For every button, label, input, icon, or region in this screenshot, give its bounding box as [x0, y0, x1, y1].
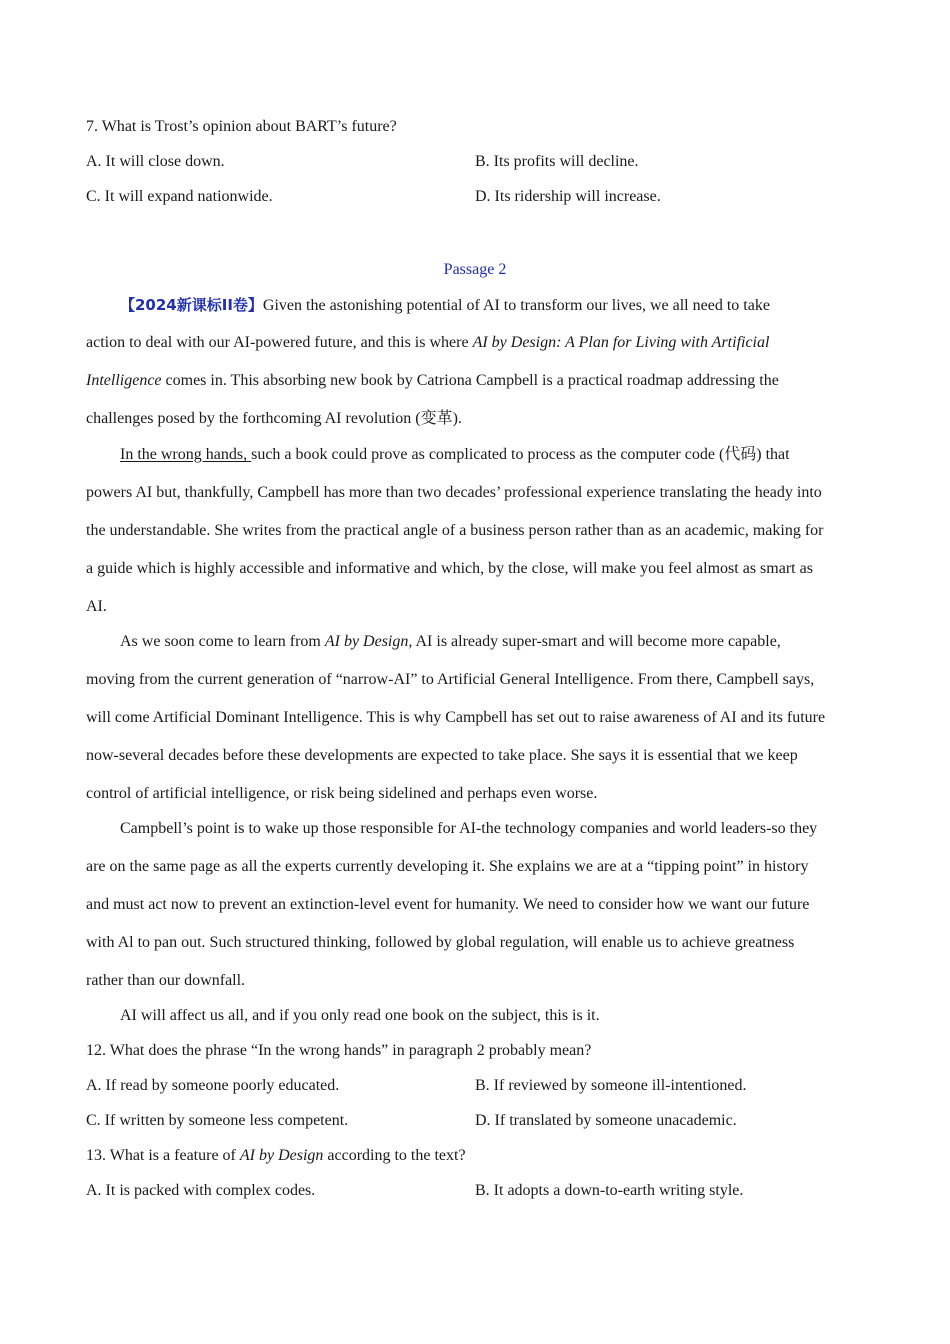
q12-option-c: C. If written by someone less competent.: [86, 1112, 349, 1129]
passage-p4-line1: Campbell’s point is to wake up those responsible for AI-the technology companies and world leaders-so they: [120, 820, 818, 837]
book-title-italic: AI by Design: A Plan for Living with Artificial: [472, 334, 770, 351]
q12-question: 12. What does the phrase “In the wrong hands” in paragraph 2 probably mean?: [86, 1042, 592, 1059]
q7-option-b: B. Its profits will decline.: [475, 153, 639, 170]
q7-option-d: D. Its ridership will increase.: [475, 188, 661, 205]
passage-p5-line1: AI will affect us all, and if you only read one book on the subject, this is it.: [120, 1007, 600, 1024]
p3-book-italic: AI by Design,: [324, 633, 413, 650]
passage-p4-line4: with Al to pan out. Such structured thinking, followed by global regulation, will enable us to achieve greatness: [86, 934, 795, 951]
passage-p4-line3: and must act now to prevent an extinction-level event for humanity. We need to consider how we want our future: [86, 896, 810, 913]
underlined-phrase: In the wrong hands,: [120, 446, 252, 463]
passage-p4-line2: are on the same page as all the experts currently developing it. She explains we are at a “tipping point” in history: [86, 858, 809, 875]
passage-p3-line5: control of artificial intelligence, or risk being sidelined and perhaps even worse.: [86, 785, 598, 802]
p2-line1-text: such a book could prove as complicated to process as the computer code (代码) that: [251, 446, 790, 463]
q13-question-post: according to the text?: [323, 1147, 466, 1164]
q12-option-a: A. If read by someone poorly educated.: [86, 1077, 340, 1094]
q7-option-a: A. It will close down.: [86, 153, 225, 170]
q7-question: 7. What is Trost’s opinion about BART’s future?: [86, 118, 397, 135]
q13-question: [86, 1146, 466, 1166]
q12-option-b: B. If reviewed by someone ill-intentioned.: [475, 1077, 747, 1094]
passage-p2-line4: a guide which is highly accessible and informative and which, by the close, will make you feel almost as smart as: [86, 560, 813, 577]
book-title-italic-cont: Intelligence: [86, 372, 162, 389]
passage-p1-line4: challenges posed by the forthcoming AI revolution (变革).: [86, 410, 462, 427]
q7-option-c: C. It will expand nationwide.: [86, 188, 273, 205]
q13-option-b: B. It adopts a down-to-earth writing style.: [475, 1182, 744, 1199]
q13-option-a: A. It is packed with complex codes.: [86, 1182, 316, 1199]
passage-p3-line4: now-several decades before these developments are expected to take place. She says it is essential that we keep: [86, 747, 798, 764]
passage-p2-line5: AI.: [86, 598, 107, 615]
passage-p1-line2: [86, 333, 769, 353]
p3-line1-pre: As we soon come to learn from: [120, 633, 325, 650]
passage-p1-line3: [86, 371, 779, 391]
source-tag: 【2024新课标ⅠⅠ卷】: [120, 296, 263, 314]
passage-p2-line2: powers AI but, thankfully, Campbell has more than two decades’ professional experience translating the heady into: [86, 484, 822, 501]
q13-question-pre: 13. What is a feature of: [86, 1147, 240, 1164]
p1-line2-text: action to deal with our AI-powered future, and this is where: [86, 334, 473, 351]
q12-option-d: D. If translated by someone unacademic.: [475, 1112, 737, 1129]
p1-line3-text: comes in. This absorbing new book by Catriona Campbell is a practical roadmap addressing the: [161, 372, 779, 389]
passage-p1-line1: [120, 295, 770, 316]
p3-line1-post: AI is already super-smart and will become more capable,: [412, 633, 781, 650]
passage-p3-line1: [120, 632, 781, 652]
q13-book-italic: AI by Design: [239, 1147, 324, 1164]
passage-p2-line3: the understandable. She writes from the practical angle of a business person rather than as an academic, making for: [86, 522, 824, 539]
passage-title: Passage 2: [443, 261, 507, 278]
p1-line1-text: Given the astonishing potential of AI to transform our lives, we all need to take: [262, 297, 770, 314]
passage-p3-line2: moving from the current generation of “narrow-AI” to Artificial General Intelligence. From there, Campbell says,: [86, 671, 815, 688]
passage-p3-line3: will come Artificial Dominant Intelligence. This is why Campbell has set out to raise awareness of AI and its future: [86, 709, 826, 726]
passage-p2-line1: [120, 445, 790, 465]
passage-p4-line5: rather than our downfall.: [86, 972, 246, 989]
